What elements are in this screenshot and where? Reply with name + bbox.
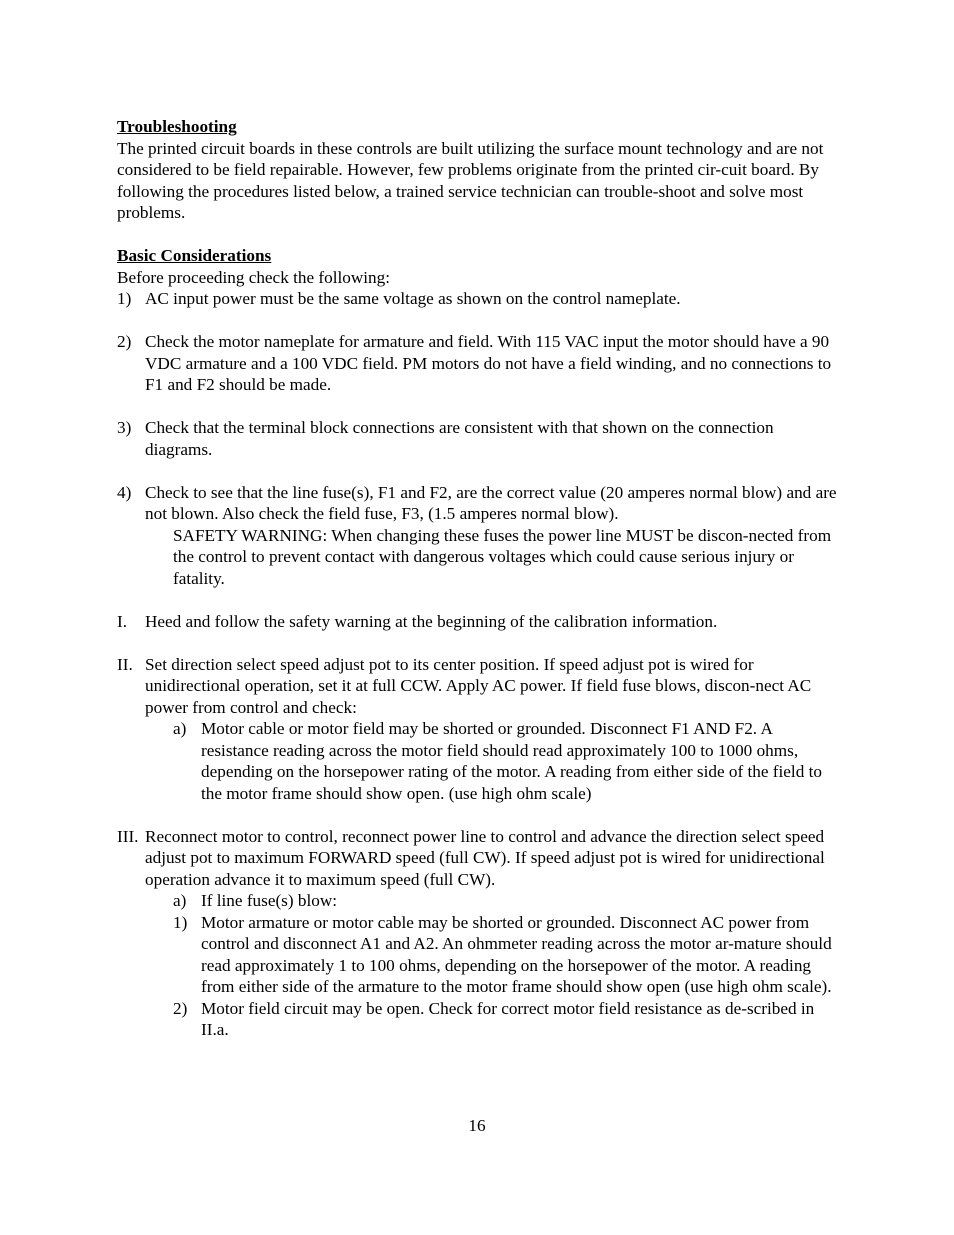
step-iii xyxy=(117,826,842,891)
sub-item-text: Motor cable or motor field may be shorted or grounded. Disconnect F1 AND F2. A resistance reading across the motor field should read approximately 100 to 1000 ohms, depending on the horsepower rating of the motor. A reading from either side of the field to the motor frame should show open. (use high ohm scale) xyxy=(201,719,822,803)
sub-item-text: Motor field circuit may be open. Check for correct motor field resistance as de-scribed in II.a. xyxy=(201,998,815,1039)
step-text: Heed and follow the safety warning at the beginning of the calibration information. xyxy=(145,611,718,631)
sub-item-text: If line fuse(s) blow: xyxy=(201,891,338,910)
sub-item-number: a) xyxy=(173,719,187,738)
sub-item-number: a) xyxy=(173,891,187,910)
item-text: Check to see that the line fuse(s), F1 and F2, are the correct value (20 amperes normal blow) and are not blown. Also check the field fuse, F3, (1.5 amperes normal blow). xyxy=(145,482,837,523)
step-text: Reconnect motor to control, reconnect power line to control and advance the direction select speed adjust pot to maximum FORWARD speed (full CW). If speed adjust pot is wired for unidirectional operation advance it to maximum speed (full CW). xyxy=(145,826,825,889)
troubleshooting-body: The printed circuit boards in these controls are built utilizing the surface mount technology and are not considered to be field repairable. However, few problems originate from the printed cir-cuit board. By following the procedures listed below, a trained service technician can trouble-shoot and solve most problems. xyxy=(117,138,824,222)
sub-item-text: Motor armature or motor cable may be shorted or grounded. Disconnect AC power from control and disconnect A1 and A2. An ohmmeter reading across the motor ar-mature should read approximately 1 to 100 ohms, depending on the horsepower of the motor. A reading from either side of the armature to the motor frame should show open (use high ohm scale). xyxy=(201,912,832,996)
sub-item-number: 1) xyxy=(173,912,188,932)
document-page xyxy=(117,116,842,1041)
item-number: 3) xyxy=(117,418,132,437)
check-item xyxy=(117,331,842,396)
sub-item xyxy=(117,718,842,804)
step-i xyxy=(117,611,842,633)
troubleshooting-heading: Troubleshooting xyxy=(117,117,237,136)
step-number: II. xyxy=(117,654,133,674)
check-item xyxy=(117,288,842,310)
step-number: III. xyxy=(117,826,139,846)
sub-item-number: 2) xyxy=(173,998,188,1018)
item-text: Check the motor nameplate for armature and field. With 115 VAC input the motor should have a 90 VDC armature and a 100 VDC field. PM motors do not have a field winding, and no connections to F1 and F2 should be made. xyxy=(145,332,832,394)
check-item xyxy=(117,482,842,525)
safety-warning: SAFETY WARNING: When changing these fuses the power line MUST be discon-nected from the control to prevent contact with dangerous voltages which could cause serious injury or fatality. xyxy=(173,525,832,588)
item-number: 2) xyxy=(117,332,132,351)
sub-item xyxy=(117,998,842,1041)
page-number: 16 xyxy=(468,1116,486,1135)
step-ii xyxy=(117,654,842,719)
sub-item xyxy=(117,890,842,912)
basic-considerations-intro: Before proceeding check the following: xyxy=(117,267,390,287)
item-text: Check that the terminal block connections are consistent with that shown on the connection diagrams. xyxy=(145,418,774,459)
item-number: 4) xyxy=(117,482,132,502)
check-item xyxy=(117,417,842,460)
item-text: AC input power must be the same voltage as shown on the control nameplate. xyxy=(145,289,681,308)
step-number: I. xyxy=(117,611,128,631)
sub-item xyxy=(117,912,842,998)
item-number: 1) xyxy=(117,289,132,308)
step-text: Set direction select speed adjust pot to its center position. If speed adjust pot is wired for unidirectional operation, set it at full CCW. Apply AC power. If field fuse blows, discon-nect AC power from control and check: xyxy=(145,654,812,717)
basic-considerations-heading: Basic Considerations xyxy=(117,246,272,265)
